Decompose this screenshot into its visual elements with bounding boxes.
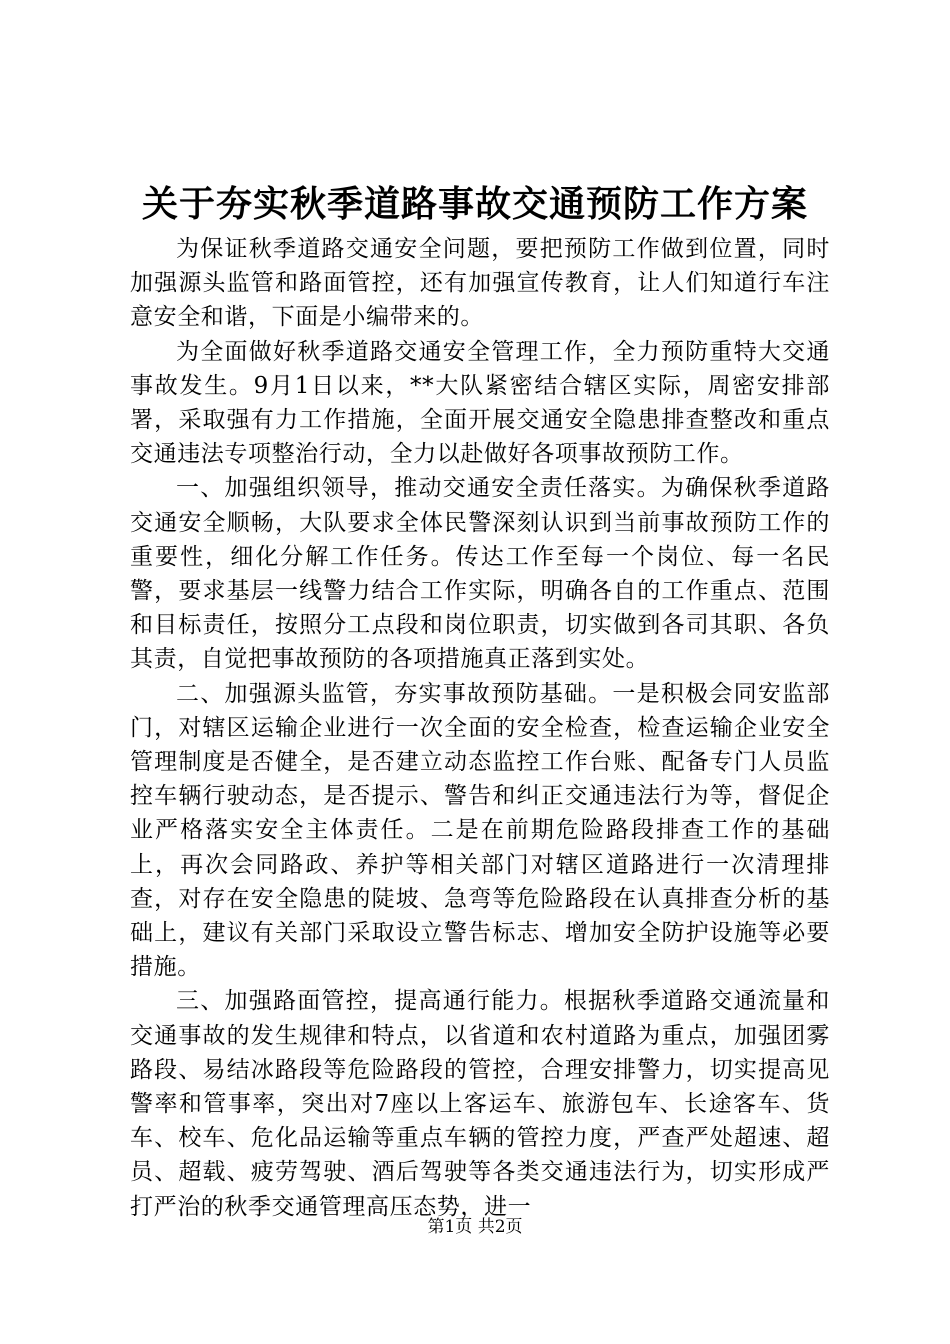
page-number-footer: 第1页 共2页 — [427, 1217, 523, 1237]
paragraph-section-three: 三、加强路面管控，提高通行能力。根据秋季道路交通流量和交通事故的发生规律和特点，以省道和农村道路为重点，加强团雾路段、易结冰路段等危险路段的管控，合理安排警力，切实提高见警率和管事率，突出对7座以上客运车、旅游包车、长途客车、货车、校车、危化品运输等重点车辆的管控力度，严查严处超速、超员、超载、疲劳驾驶、酒后驾驶等各类交通违法行为，切实形成严打严治的秋季交通管理高压态势，进一 — [130, 988, 830, 1220]
paragraph-section-two: 二、加强源头监管，夯实事故预防基础。一是积极会同安监部门，对辖区运输企业进行一次全面的安全检查，检查运输企业安全管理制度是否健全，是否建立动态监控工作台账、配备专门人员监控车辆行驶动态，是否提示、警告和纠正交通违法行为等，督促企业严格落实安全主体责任。二是在前期危险路段排查工作的基础上，再次会同路政、养护等相关部门对辖区道路进行一次清理排查，对存在安全隐患的陡坡、急弯等危险路段在认真排查分析的基础上，建议有关部门采取设立警告标志、增加安全防护设施等必要措施。 — [130, 680, 830, 981]
document-body — [130, 232, 830, 1224]
paragraph-overview: 为全面做好秋季道路交通安全管理工作，全力预防重特大交通事故发生。9月1日以来，**大队紧密结合辖区实际，周密安排部署，采取强有力工作措施，全面开展交通安全隐患排查整改和重点交通违法专项整治行动，全力以赴做好各项事故预防工作。 — [130, 338, 830, 468]
paragraph-section-one: 一、加强组织领导，推动交通安全责任落实。为确保秋季道路交通安全顺畅，大队要求全体民警深刻认识到当前事故预防工作的重要性，细化分解工作任务。传达工作至每一个岗位、每一名民警，要求基层一线警力结合工作实际，明确各自的工作重点、范围和目标责任，按照分工点段和岗位职责，切实做到各司其职、各负其责，自觉把事故预防的各项措施真正落到实处。 — [130, 475, 830, 673]
document-title: 关于夯实秋季道路事故交通预防工作方案 — [141, 183, 808, 225]
paragraph-intro: 为保证秋季道路交通安全问题，要把预防工作做到位置，同时加强源头监管和路面管控，还有加强宣传教育，让人们知道行车注意安全和谐，下面是小编带来的。 — [130, 236, 830, 331]
